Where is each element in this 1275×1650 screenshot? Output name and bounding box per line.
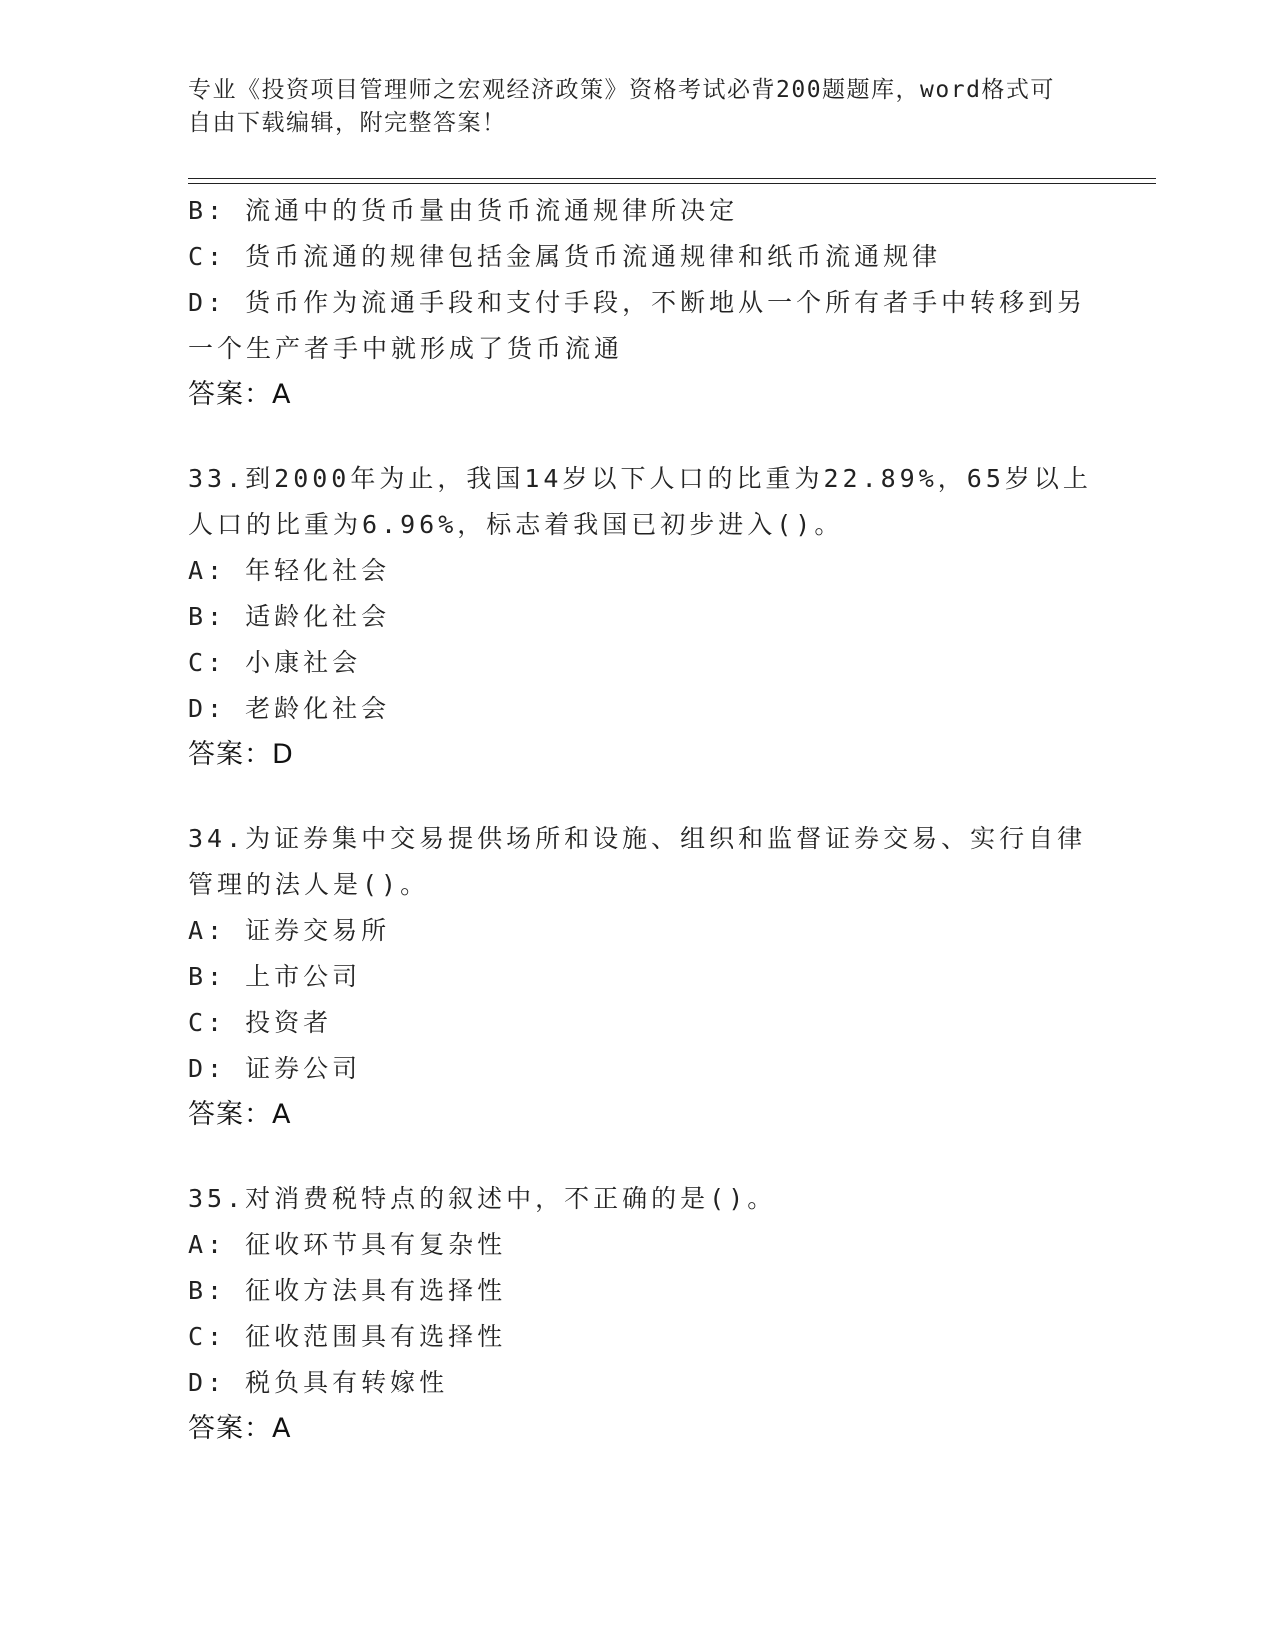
- q32-option-c: C: 货币流通的规律包括金属货币流通规律和纸币流通规律: [188, 242, 942, 271]
- q32-option-b: B: 流通中的货币量由货币流通规律所决定: [188, 196, 739, 225]
- q33-option-c: C: 小康社会: [188, 648, 362, 677]
- q34-option-d: D: 证券公司: [188, 1054, 362, 1083]
- q35-option-d: D: 税负具有转嫁性: [188, 1368, 449, 1397]
- question-content: [188, 188, 1092, 1452]
- q35-option-a: A: 征收环节具有复杂性: [188, 1230, 507, 1259]
- question-34: [188, 816, 1088, 1138]
- question-33: [188, 456, 1092, 778]
- q34-option-b: B: 上市公司: [188, 962, 362, 991]
- header-title-line-2: 自由下载编辑，附完整答案！: [188, 110, 507, 136]
- question-32-tail: [188, 188, 1088, 418]
- q34-option-a: A: 证券交易所: [188, 916, 391, 945]
- header-title-line-1: 专业《投资项目管理师之宏观经济政策》资格考试必背200题题库，word格式可: [188, 77, 1055, 103]
- q34-question-line-2: 管理的法人是()。: [188, 870, 430, 899]
- q33-option-b: B: 适龄化社会: [188, 602, 391, 631]
- q33-option-a: A: 年轻化社会: [188, 556, 391, 585]
- q35-answer: 答案：A: [188, 1413, 292, 1444]
- q34-question-line-1: 34.为证券集中交易提供场所和设施、组织和监督证券交易、实行自律: [188, 824, 1087, 853]
- q34-option-c: C: 投资者: [188, 1008, 333, 1037]
- q32-option-d-line-2: 一个生产者手中就形成了货币流通: [188, 334, 624, 363]
- q33-question-line-1: 33.到2000年为止，我国14岁以下人口的比重为22.89%，65岁以上: [188, 464, 1092, 493]
- q33-option-d: D: 老龄化社会: [188, 694, 391, 723]
- q35-question-line-1: 35.对消费税特点的叙述中，不正确的是()。: [188, 1184, 777, 1213]
- header-divider-top: [188, 178, 1156, 179]
- q34-answer: 答案：A: [188, 1099, 292, 1130]
- q33-answer: 答案：D: [188, 739, 294, 770]
- document-header: [188, 74, 1068, 140]
- header-divider-bottom: [188, 183, 1156, 184]
- q35-option-c: C: 征收范围具有选择性: [188, 1322, 507, 1351]
- q33-question-line-2: 人口的比重为6.96%，标志着我国已初步进入()。: [188, 510, 844, 539]
- q32-answer: 答案：A: [188, 379, 292, 410]
- q35-option-b: B: 征收方法具有选择性: [188, 1276, 507, 1305]
- question-35: [188, 1176, 1088, 1452]
- q32-option-d-line-1: D: 货币作为流通手段和支付手段，不断地从一个所有者手中转移到另: [188, 288, 1087, 317]
